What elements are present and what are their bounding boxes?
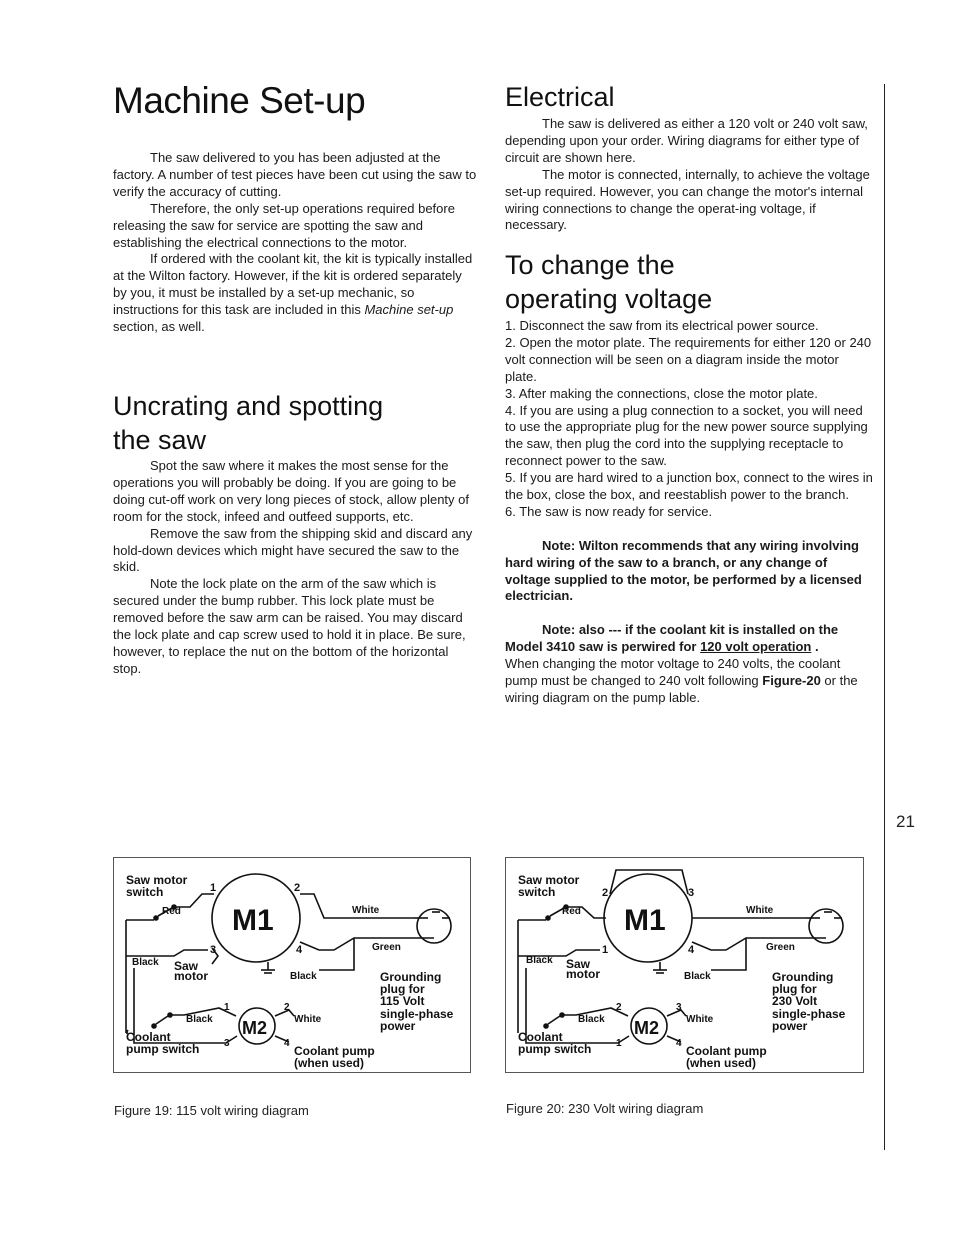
change-voltage-heading [505, 248, 873, 316]
saw-motor-label: Saw [566, 957, 591, 971]
coolant-note-tail: . [811, 639, 819, 655]
intro-paragraph-1: The saw delivered to you has been adjusted at the factory. A number of test pieces have been cut using the saw to verify the accuracy of cutting. [113, 150, 477, 199]
pump-terminal-2: 2 [616, 1002, 622, 1013]
step-item: 4. If you are using a plug connection to a socket, you will need to use the appropriate plug for the new power source supplying the saw, then plug the cord into the supplying receptacle to reconnect power to the saw. [505, 402, 868, 469]
uncrating-heading-line-1: Uncrating and spotting [113, 391, 384, 421]
wire-black-label: Black [526, 955, 553, 966]
wire-white-label-2: White [294, 1014, 322, 1025]
grounding-plug-label: Grounding [380, 970, 442, 984]
wire-white-label-2: White [686, 1014, 714, 1025]
change-voltage-heading-line-1: To change the [505, 250, 675, 280]
figure-19-svg [114, 858, 470, 1072]
grounding-plug-label-4: single-phase [380, 1007, 454, 1021]
pump-terminal-2: 2 [284, 1002, 290, 1013]
intro-paragraph-3-tail: section, as well. [113, 319, 205, 335]
saw-motor-label-2: motor [566, 967, 600, 981]
terminal-4-label: 4 [296, 944, 303, 956]
intro-paragraph-3-text: If ordered with the coolant kit, the kit is typically installed at the Wilton factory. However, if the kit is ordered separately by you, it must be installed by a set-up mechanic, so instructions for this task are included in this [113, 251, 473, 318]
coolant-note [505, 622, 873, 656]
pump-terminal-4: 4 [676, 1038, 682, 1049]
step-item: 6. The saw is now ready for service. [505, 503, 713, 519]
intro-paragraph-3 [113, 251, 479, 336]
wire-red-label: Red [562, 906, 581, 917]
grounding-plug-label-5: power [772, 1019, 808, 1033]
coolant-pump-label-2: (when used) [294, 1056, 365, 1070]
grounding-plug-label-2: plug for [380, 982, 425, 996]
uncrating-paragraph-2: Remove the saw from the shipping skid and discard any hold-down devices which might have secured the saw to the skid. [113, 525, 473, 575]
step-item: 1. Disconnect the saw from its electrical power source. [505, 318, 819, 333]
terminal-3-label: 3 [210, 944, 217, 956]
terminal-3-label: 3 [688, 887, 695, 899]
pump-terminal-3: 3 [676, 1002, 682, 1013]
saw-switch-label-2: switch [126, 885, 164, 899]
electrical-section [505, 116, 873, 234]
pump-terminal-4: 4 [284, 1038, 290, 1049]
grounding-plug-label-2: plug for [772, 982, 817, 996]
electrical-heading: Electrical [505, 82, 615, 112]
wire-green-label: Green [766, 942, 795, 953]
wire-black-label: Black [132, 957, 159, 968]
coolant-switch-label-2: pump switch [126, 1042, 200, 1056]
step-item: 2. Open the motor plate. The requirements for either 120 or 240 volt connection will be seen on a diagram inside the motor plate. [505, 334, 872, 384]
coolant-note-text-a: When changing the motor voltage to 240 volts, the coolant pump must be changed to 240 volt following [505, 656, 841, 688]
wire-red-label: Red [162, 906, 181, 917]
wire-black-label-3: Black [186, 1014, 213, 1025]
uncrating-paragraph-1: Spot the saw where it makes the most sense for the operations you will probably be doing. If you are going to be doing cut-off work on very long pieces of stock, allow plenty of room for the stock, infeed and outfeed supports, etc. [113, 458, 470, 524]
wire-black-label-3: Black [578, 1014, 605, 1025]
figure-20-svg [506, 858, 863, 1072]
uncrating-paragraph-3: Note the lock plate on the arm of the saw which is secured under the bump rubber. This lock plate must be removed before the saw arm can be raised. You may discard the lock plate and cap screw used to hold it in place. Be sure, however, to replace the nut on the bottom of the horizontal stop. [113, 576, 466, 676]
grounding-plug-label-4: single-phase [772, 1007, 846, 1021]
saw-motor-label-2: motor [174, 969, 208, 983]
motor-m1-label: M1 [232, 904, 274, 937]
pump-terminal-1: 1 [616, 1038, 622, 1049]
figure-20-reference: Figure-20 [762, 673, 821, 688]
electrician-note: Note: Wilton recommends that any wiring involving hard wiring of the saw to a branch, or any change of voltage supplied to the motor, be performed by a licensed electrician. [505, 537, 862, 604]
uncrating-section [113, 458, 479, 678]
coolant-switch-label: Coolant [518, 1030, 563, 1044]
uncrating-heading [113, 389, 479, 457]
coolant-note-continued [505, 656, 873, 707]
saw-switch-label-2: switch [518, 885, 556, 899]
page-number: 21 [896, 812, 915, 831]
wire-black-label-2: Black [684, 971, 711, 982]
coolant-switch-label-2: pump switch [518, 1042, 592, 1056]
saw-motor-label: Saw [174, 959, 199, 973]
figure-20-wiring-diagram [505, 857, 864, 1073]
grounding-plug-label-5: power [380, 1019, 416, 1033]
section-name-reference: Machine set-up [364, 302, 454, 318]
coolant-pump-label: Coolant pump [686, 1044, 767, 1058]
step-item: 5. If you are hard wired to a junction box, connect to the wires in the box, close the box, and reestablish power to the branch. [505, 470, 873, 503]
terminal-1-label: 1 [602, 944, 609, 956]
saw-switch-label: Saw motor [126, 873, 188, 887]
intro-paragraph-2: Therefore, the only set-up operations required before releasing the saw for service are spotting the saw and establishing the electrical connections to the motor. [113, 200, 455, 250]
wire-black-label-2: Black [290, 971, 317, 982]
grounding-plug-label-3: 230 Volt [772, 994, 818, 1008]
pump-m2-label: M2 [242, 1018, 268, 1038]
change-voltage-heading-line-2: operating voltage [505, 284, 713, 314]
wire-green-label: Green [372, 942, 401, 953]
uncrating-heading-line-2: the saw [113, 425, 207, 455]
coolant-pump-label-2: (when used) [686, 1056, 757, 1070]
pump-terminal-1: 1 [224, 1002, 230, 1013]
page-margin-rule [884, 84, 885, 1150]
grounding-plug-label-3: 115 Volt [380, 994, 425, 1008]
coolant-note-text-b: or the wiring diagram on the pump lable. [505, 673, 858, 705]
grounding-plug-label: Grounding [772, 970, 834, 984]
coolant-pump-label: Coolant pump [294, 1044, 375, 1058]
coolant-switch-label: Coolant [126, 1030, 171, 1044]
terminal-2-label: 2 [294, 882, 301, 894]
intro-section [113, 150, 479, 336]
saw-switch-label: Saw motor [518, 873, 580, 887]
electrical-paragraph-2: The motor is connected, internally, to achieve the voltage set-up required. However, you can change the motor's internal wiring connections to change the operat-ing voltage, if necessary. [505, 166, 870, 233]
wire-white-label: White [746, 905, 774, 916]
voltage-operation-link: 120 volt operation [700, 639, 812, 655]
change-voltage-section [505, 318, 873, 707]
figure-20-caption: Figure 20: 230 Volt wiring diagram [506, 1101, 704, 1116]
figure-19-caption: Figure 19: 115 volt wiring diagram [114, 1103, 309, 1118]
pump-m2-label: M2 [634, 1018, 660, 1038]
terminal-2-label: 2 [602, 887, 609, 899]
pump-terminal-3: 3 [224, 1038, 230, 1049]
coolant-note-bold: Note: also --- if the coolant kit is installed on the Model 3410 saw is perwired for [505, 622, 839, 655]
figure-19-wiring-diagram [113, 857, 471, 1073]
page-title: Machine Set-up [113, 80, 366, 121]
terminal-1-label: 1 [210, 882, 217, 894]
motor-m1-label: M1 [624, 904, 666, 937]
wire-white-label: White [352, 905, 380, 916]
electrical-paragraph-1: The saw is delivered as either a 120 volt or 240 volt saw, depending upon your order. Wiring diagrams for either type of circuit are shown here. [505, 116, 868, 165]
terminal-4-label: 4 [688, 944, 695, 956]
step-item: 3. After making the connections, close the motor plate. [505, 385, 818, 401]
